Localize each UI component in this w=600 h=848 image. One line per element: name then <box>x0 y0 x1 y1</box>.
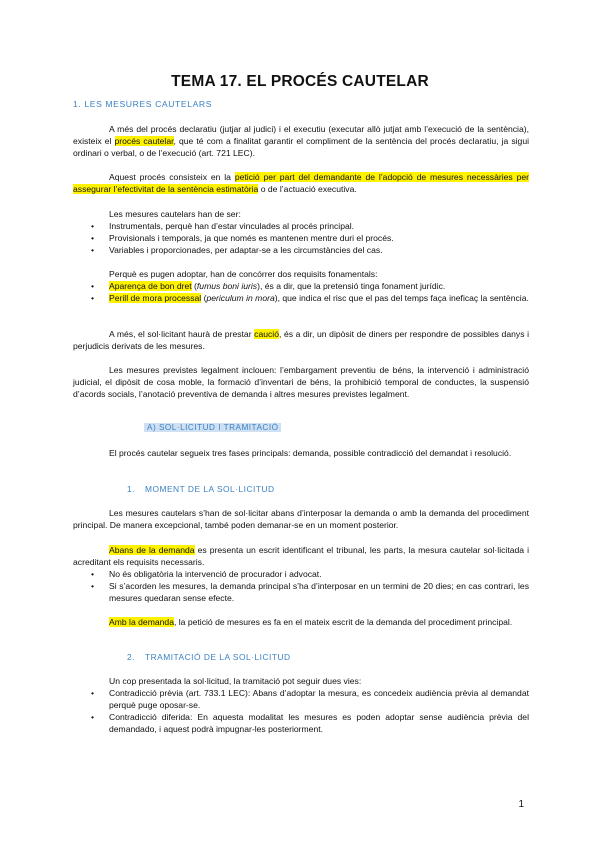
subheading-label: TRAMITACIÓ DE LA SOL·LICITUD <box>145 652 291 662</box>
subheading-label: MOMENT DE LA SOL·LICITUD <box>145 484 275 494</box>
text-run: A més del procés declaratiu (jutjar al judici) i el executiu (executar allò jutjat amb l’execució de la sentència), existeix el <box>73 124 529 146</box>
text-run: , la petició de mesures es fa en el mateix escrit de la demanda del procediment principal. <box>173 617 513 627</box>
paragraph-intro <box>73 123 529 159</box>
subheading-tramitacio <box>127 652 291 662</box>
paragraph-caucio <box>73 328 529 352</box>
paragraph-tramitacio-intro: Un cop presentada la sol·licitud, la tramitació pot seguir dues vies: <box>109 676 362 686</box>
list-item: • Provisionals i temporals, ja que només es mantenen mentre duri el procés. <box>91 232 529 244</box>
text-run: o de l’actuació executiva. <box>258 184 357 194</box>
text-run: Aquest procés consisteix en la <box>109 172 235 182</box>
highlighted-term: Abans de la demanda <box>109 545 195 555</box>
text-run: , és a dir, un dipòsit de diners per respondre de possibles danys i perjudicis derivats de les mesures. <box>73 329 529 351</box>
highlighted-term: procés cautelar <box>114 136 174 146</box>
subheading-number: 2. <box>127 652 135 662</box>
paragraph-requirements-intro: Perquè es pugen adoptar, han de concórrer dos requisits fonamentals: <box>109 269 378 279</box>
text-run: ( <box>201 293 207 303</box>
highlighted-term: petició per part del demandante de l’adopció de mesures necessàries per assegurar l’efectivitat de la sentència estimatòria <box>73 172 530 194</box>
list-item: • Variables i proporcionades, per adaptar-se a les circumstàncies del cas. <box>91 244 529 256</box>
list-item: • No és obligatòria la intervenció de procurador i advocat. <box>91 568 529 580</box>
paragraph-amb-demanda <box>73 616 529 628</box>
subheading-moment <box>127 484 275 494</box>
highlighted-term: caució <box>254 329 279 339</box>
highlighted-term: Perill de mora processal <box>109 293 202 303</box>
text-run: es presenta un escrit identificant el tribunal, les parts, la mesura cautelar sol·licitada i acreditant els requisits necessaris. <box>73 545 529 567</box>
list-item: • Instrumentals, perquè han d’estar vinculades al procés principal. <box>91 220 529 232</box>
characteristics-list <box>91 220 529 256</box>
highlighted-term: Amb la demanda <box>109 617 174 627</box>
paragraph-mesures-previstes: Les mesures previstes legalment inclouen: l’embargament preventiu de béns, la intervenció i administració judicial, el dipòsit de cosa moble, la formació d’inventari de béns, la prohibició temporal de conductes, la suspensió d’acords socials, l’anotació preventiva de demanda i altres mesures previstes legalment. <box>73 365 529 399</box>
list-item <box>91 292 529 304</box>
text-run: A més, el sol·licitant haurà de prestar <box>109 329 255 339</box>
abans-demanda-list <box>91 568 529 604</box>
tramitacio-list <box>91 687 529 735</box>
list-item <box>91 280 529 292</box>
paragraph-characteristics-intro: Les mesures cautelars han de ser: <box>109 209 241 219</box>
list-item: • Contradicció prèvia (art. 733.1 LEC): Abans d’adoptar la mesura, es concedeix audiència prèvia al demandat perquè puge oposar-se. <box>91 687 529 711</box>
text-run: ), és a dir, que la pretensió tinga fonament jurídic. <box>257 281 446 291</box>
section-heading-sollicitud: A) SOL·LICITUD I TRAMITACIÓ <box>144 423 281 432</box>
paragraph-abans-demanda <box>73 544 529 568</box>
list-item: • Contradicció diferida: En aquesta modalitat les mesures es poden adoptar sense audiència prèvia del demandado, i aquest podrà impugnar-les posteriorment. <box>91 711 529 735</box>
subheading-number: 1. <box>127 484 135 494</box>
text-run: , que té com a finalitat garantir el compliment de la sentència del procés declaratiu, ja sigui ordinari o verbal, o de l’execució (art. 721 LEC). <box>73 136 530 158</box>
latin-term: fumus boni iuris <box>196 281 258 291</box>
paragraph-fases: El procés cautelar segueix tres fases principals: demanda, possible contradicció del demandat i resolució. <box>109 448 512 458</box>
page-title: TEMA 17. EL PROCÉS CAUTELAR <box>171 73 429 90</box>
section-heading-mesures-cautelars: 1. LES MESURES CAUTELARS <box>73 99 213 109</box>
paragraph-definition <box>73 171 529 195</box>
list-item: • Si s’acorden les mesures, la demanda principal s’ha d’interposar en un termini de 20 dies; en cas contrari, les mesures quedaran sense efecte. <box>91 580 529 604</box>
latin-term: periculum in mora <box>206 293 275 303</box>
page-number: 1 <box>518 799 524 810</box>
highlighted-term: Aparença de bon dret <box>109 281 192 291</box>
requirements-list <box>91 280 529 304</box>
text-run: ), que indica el risc que el pas del temps faça ineficaç la sentència. <box>274 293 529 303</box>
text-run: ( <box>191 281 197 291</box>
paragraph-moment: Les mesures cautelars s’han de sol·licitar abans d’interposar la demanda o amb la demanda del procediment principal. De manera excepcional, també poden demanar-se en un moment posterior. <box>73 508 529 530</box>
